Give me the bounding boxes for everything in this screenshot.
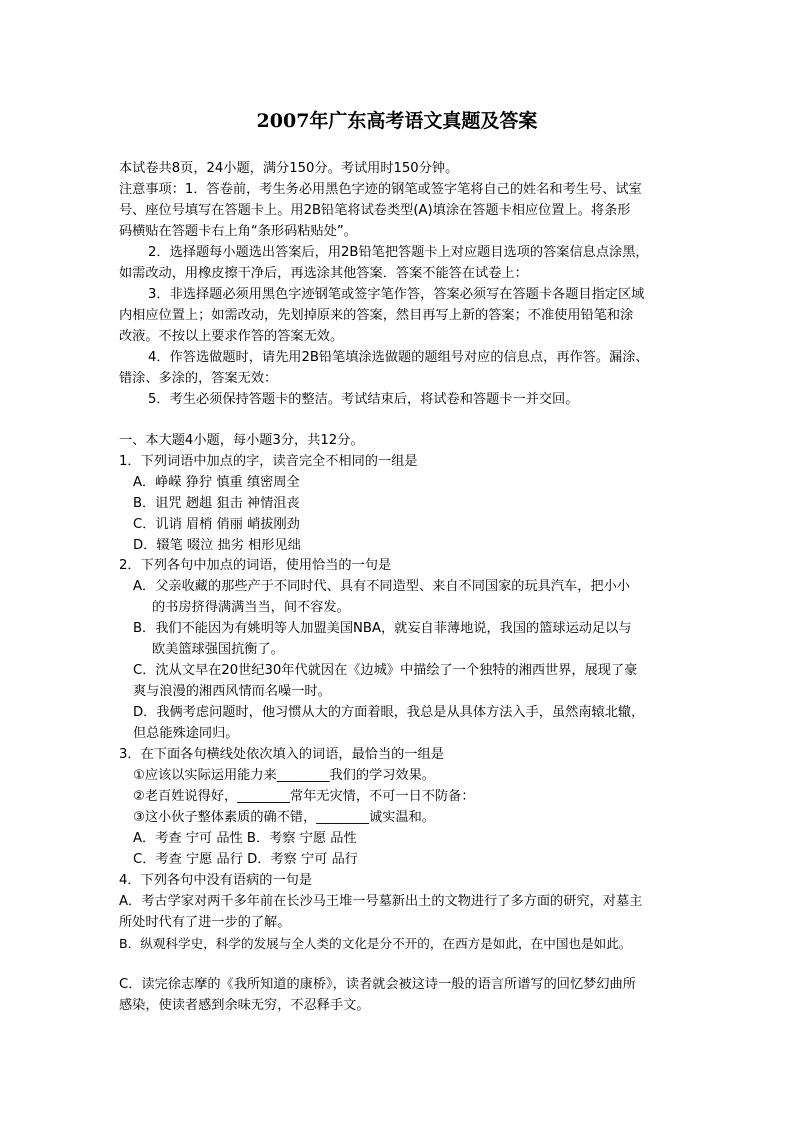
intro-line: 本试卷共8页，24小题，满分150分。考试用时150分钟。 bbox=[119, 161, 459, 176]
question-option: 爽与浪漫的湘西风情而名噪一时。 bbox=[133, 684, 331, 699]
question-option: C．考查 宁愿 品行 D．考察 宁可 品行 bbox=[133, 852, 358, 867]
question-sentence: ③这小伙子整体素质的确不错，________诚实温和。 bbox=[133, 810, 435, 825]
intro-line: 码横贴在答题卡右上角“条形码粘贴处”。 bbox=[119, 224, 357, 239]
question-stem: 2．下列各句中加点的词语，使用恰当的一句是 bbox=[119, 558, 392, 573]
intro-line: 注意事项：1．答卷前，考生务必用黑色字迹的钢笔或签字笔将自己的姓名和考生号、试室 bbox=[119, 182, 642, 197]
question-option: C．沈从文早在20世纪30年代就因在《边城》中描绘了一个独特的湘西世界，展现了豪 bbox=[133, 663, 638, 678]
question-option: 感染，使读者感到余味无穷，不忍释手文。 bbox=[119, 998, 370, 1013]
intro-line: 错涂、多涂的，答案无效： bbox=[119, 371, 278, 386]
intro-line: 号、座位号填写在答题卡上。用2B铅笔将试卷类型(A)填涂在答题卡相应位置上。将条形 bbox=[119, 203, 631, 218]
question-option: 的书房挤得满满当当，间不容发。 bbox=[152, 600, 350, 615]
question-option: D．辍笔 啜泣 拙劣 相形见绌 bbox=[133, 538, 301, 553]
question-option: A．考查 宁可 品性 B．考察 宁愿 品性 bbox=[133, 831, 357, 846]
question-stem: 3．在下面各句横线处依次填入的词语，最恰当的一组是 bbox=[119, 747, 444, 762]
intro-line: 3．非选择题必须用黑色字迹钢笔或签字笔作答，答案必须写在答题卡各题目指定区域 bbox=[148, 287, 645, 302]
question-option: C．讥诮 眉梢 俏丽 峭拔刚劲 bbox=[133, 517, 300, 532]
intro-line: 内相应位置上；如需改动，先划掉原来的答案，然目再写上新的答案；不准使用铅笔和涂 bbox=[119, 308, 634, 323]
question-option: 但总能殊途同归。 bbox=[133, 726, 239, 741]
question-option: B．诅咒 趔趄 狙击 神情沮丧 bbox=[133, 496, 300, 511]
intro-line: 4．作答选做题时，请先用2B铅笔填涂选做题的题组号对应的信息点，再作答。漏涂、 bbox=[148, 350, 649, 365]
question-sentence: ②老百姓说得好，________常年无灾情，不可一日不防备： bbox=[133, 789, 475, 804]
intro-line: 2．选择题每小题选出答案后，用2B铅笔把答题卡上对应题目选项的答案信息点涂黑， bbox=[148, 245, 649, 260]
question-option: A．峥嵘 狰狞 慎重 缜密周全 bbox=[133, 475, 300, 490]
question-stem: 1．下列词语中加点的字，读音完全不相同的一组是 bbox=[119, 454, 418, 469]
question-option: C．读完徐志摩的《我所知道的康桥》，读者就会被这诗一般的语言所谱写的回忆梦幻曲所 bbox=[119, 977, 636, 992]
question-option: B．我们不能因为有姚明等人加盟美国NBA，就妄自菲薄地说，我国的篮球运动足以与 bbox=[133, 621, 632, 636]
question-option: 所处时代有了进一步的了解。 bbox=[119, 915, 291, 930]
question-option: B．纵观科学史，科学的发展与全人类的文化是分不开的，在西方是如此，在中国也是如此。 bbox=[119, 936, 632, 951]
question-option: A．父亲收藏的那些产于不同时代、具有不同造型、来自不同国家的玩具汽车，把小小 bbox=[133, 579, 630, 594]
section-heading: 一、本大题4小题，每小题3分，共12分。 bbox=[119, 433, 364, 448]
intro-line: 5．考生必须保持答题卡的整洁。考试结束后，将试卷和答题卡一并交回。 bbox=[148, 392, 579, 407]
question-stem: 4．下列各句中没有语病的一句是 bbox=[119, 873, 313, 888]
intro-line: 改液。不按以上要求作答的答案无效。 bbox=[119, 329, 344, 344]
intro-line: 如需改动，用橡皮擦干净后，再选涂其他答案．答案不能答在试卷上： bbox=[119, 266, 528, 281]
question-sentence: ①应该以实际运用能力来________我们的学习效果。 bbox=[133, 768, 435, 783]
question-option: 欧美篮球强国抗衡了。 bbox=[152, 642, 284, 657]
page-title: 2007年广东高考语文真题及答案 bbox=[256, 110, 538, 132]
question-option: A．考古学家对两千多年前在长沙马王堆一号墓新出土的文物进行了多方面的研究，对墓主 bbox=[119, 894, 643, 909]
question-option: D．我俩考虑问题时，他习惯从大的方面着眼，我总是从具体方法入手，虽然南辕北辙， bbox=[133, 705, 645, 720]
